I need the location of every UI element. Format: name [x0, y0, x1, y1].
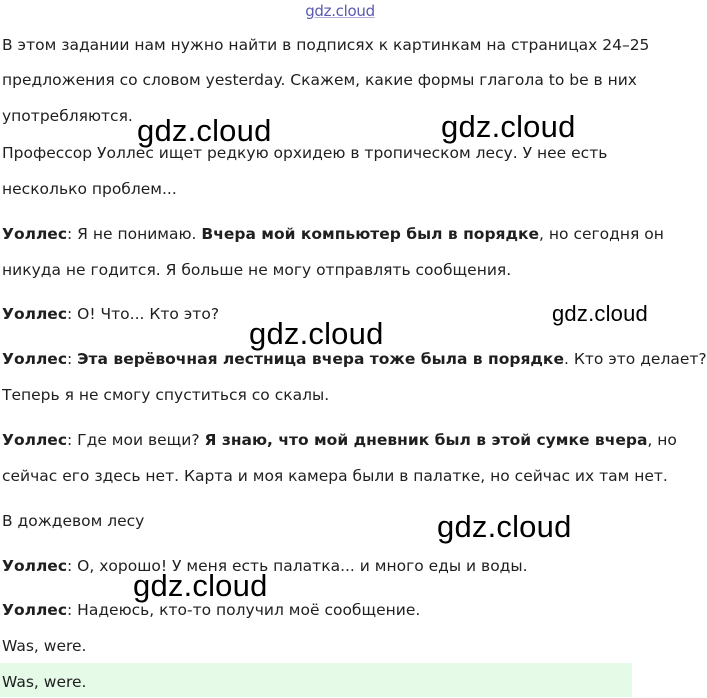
dialogue-1-line-2: никуда не годится. Я больше не могу отправлять сообщения. [2, 261, 512, 279]
intro-line-1: В этом задании нам нужно найти в подписях к картинкам на страницах 24–25 [2, 36, 650, 54]
watermark: gdz.cloud [437, 509, 572, 544]
scene-title: В дождевом лесу [2, 512, 145, 530]
speaker: Уоллес [2, 350, 68, 368]
speaker: Уоллес [2, 431, 68, 449]
header-watermark[interactable]: gdz.cloud [305, 2, 375, 20]
dialogue-3-line-1 [2, 350, 707, 368]
intro-line-2: предложения со словом yesterday. Скажем, какие формы глагола to be в них [2, 71, 637, 89]
dialogue-text: . Кто это делает? [563, 350, 707, 368]
watermark: gdz.cloud [552, 301, 648, 326]
watermark: gdz.cloud [441, 109, 576, 144]
dialogue-3-line-2: Теперь я не смогу спуститься со скалы. [2, 386, 330, 404]
story-line-2: несколько проблем... [2, 180, 177, 198]
dialogue-text: : О! Что... Кто это? [67, 305, 220, 323]
watermark: gdz.cloud [137, 113, 272, 148]
answer-text: Was, were. [2, 637, 87, 655]
speaker: Уоллес [2, 557, 68, 575]
dialogue-4-line-2: сейчас его здесь нет. Карта и моя камера были в палатке, но сейчас их там нет. [2, 467, 668, 485]
dialogue-text: , но сегодня он [539, 225, 664, 243]
story-line-1: Профессор Уоллес ищет редкую орхидею в тропическом лесу. У нее есть [2, 144, 608, 162]
intro-line-3: употребляются. [2, 107, 133, 125]
dialogue-text: , но [647, 431, 677, 449]
dialogue-text: : Где мои вещи? [67, 431, 205, 449]
watermark: gdz.cloud [249, 316, 384, 351]
speaker: Уоллес [2, 305, 68, 323]
dialogue-text: : Я не понимаю. [67, 225, 202, 243]
dialogue-text: : Надеюсь, кто-то получил моё сообщение. [67, 601, 421, 619]
watermark: gdz.cloud [133, 568, 268, 603]
answer-highlighted-text: Was, were. [2, 673, 87, 691]
answer-highlight-box [0, 663, 632, 697]
dialogue-2 [2, 305, 219, 323]
speaker: Уоллес [2, 601, 68, 619]
highlighted-sentence: Вчера мой компьютер был в порядке [201, 225, 540, 243]
highlighted-sentence: Я знаю, что мой дневник был в этой сумке вчера [204, 431, 648, 449]
dialogue-1-line-1 [2, 225, 664, 243]
highlighted-sentence: Эта верёвочная лестница вчера тоже была в порядке [77, 350, 564, 368]
dialogue-4-line-1 [2, 431, 677, 449]
dialogue-text: : [67, 350, 78, 368]
dialogue-text: : О, хорошо! У меня есть палатка... и много еды и воды. [67, 557, 528, 575]
speaker: Уоллес [2, 225, 68, 243]
